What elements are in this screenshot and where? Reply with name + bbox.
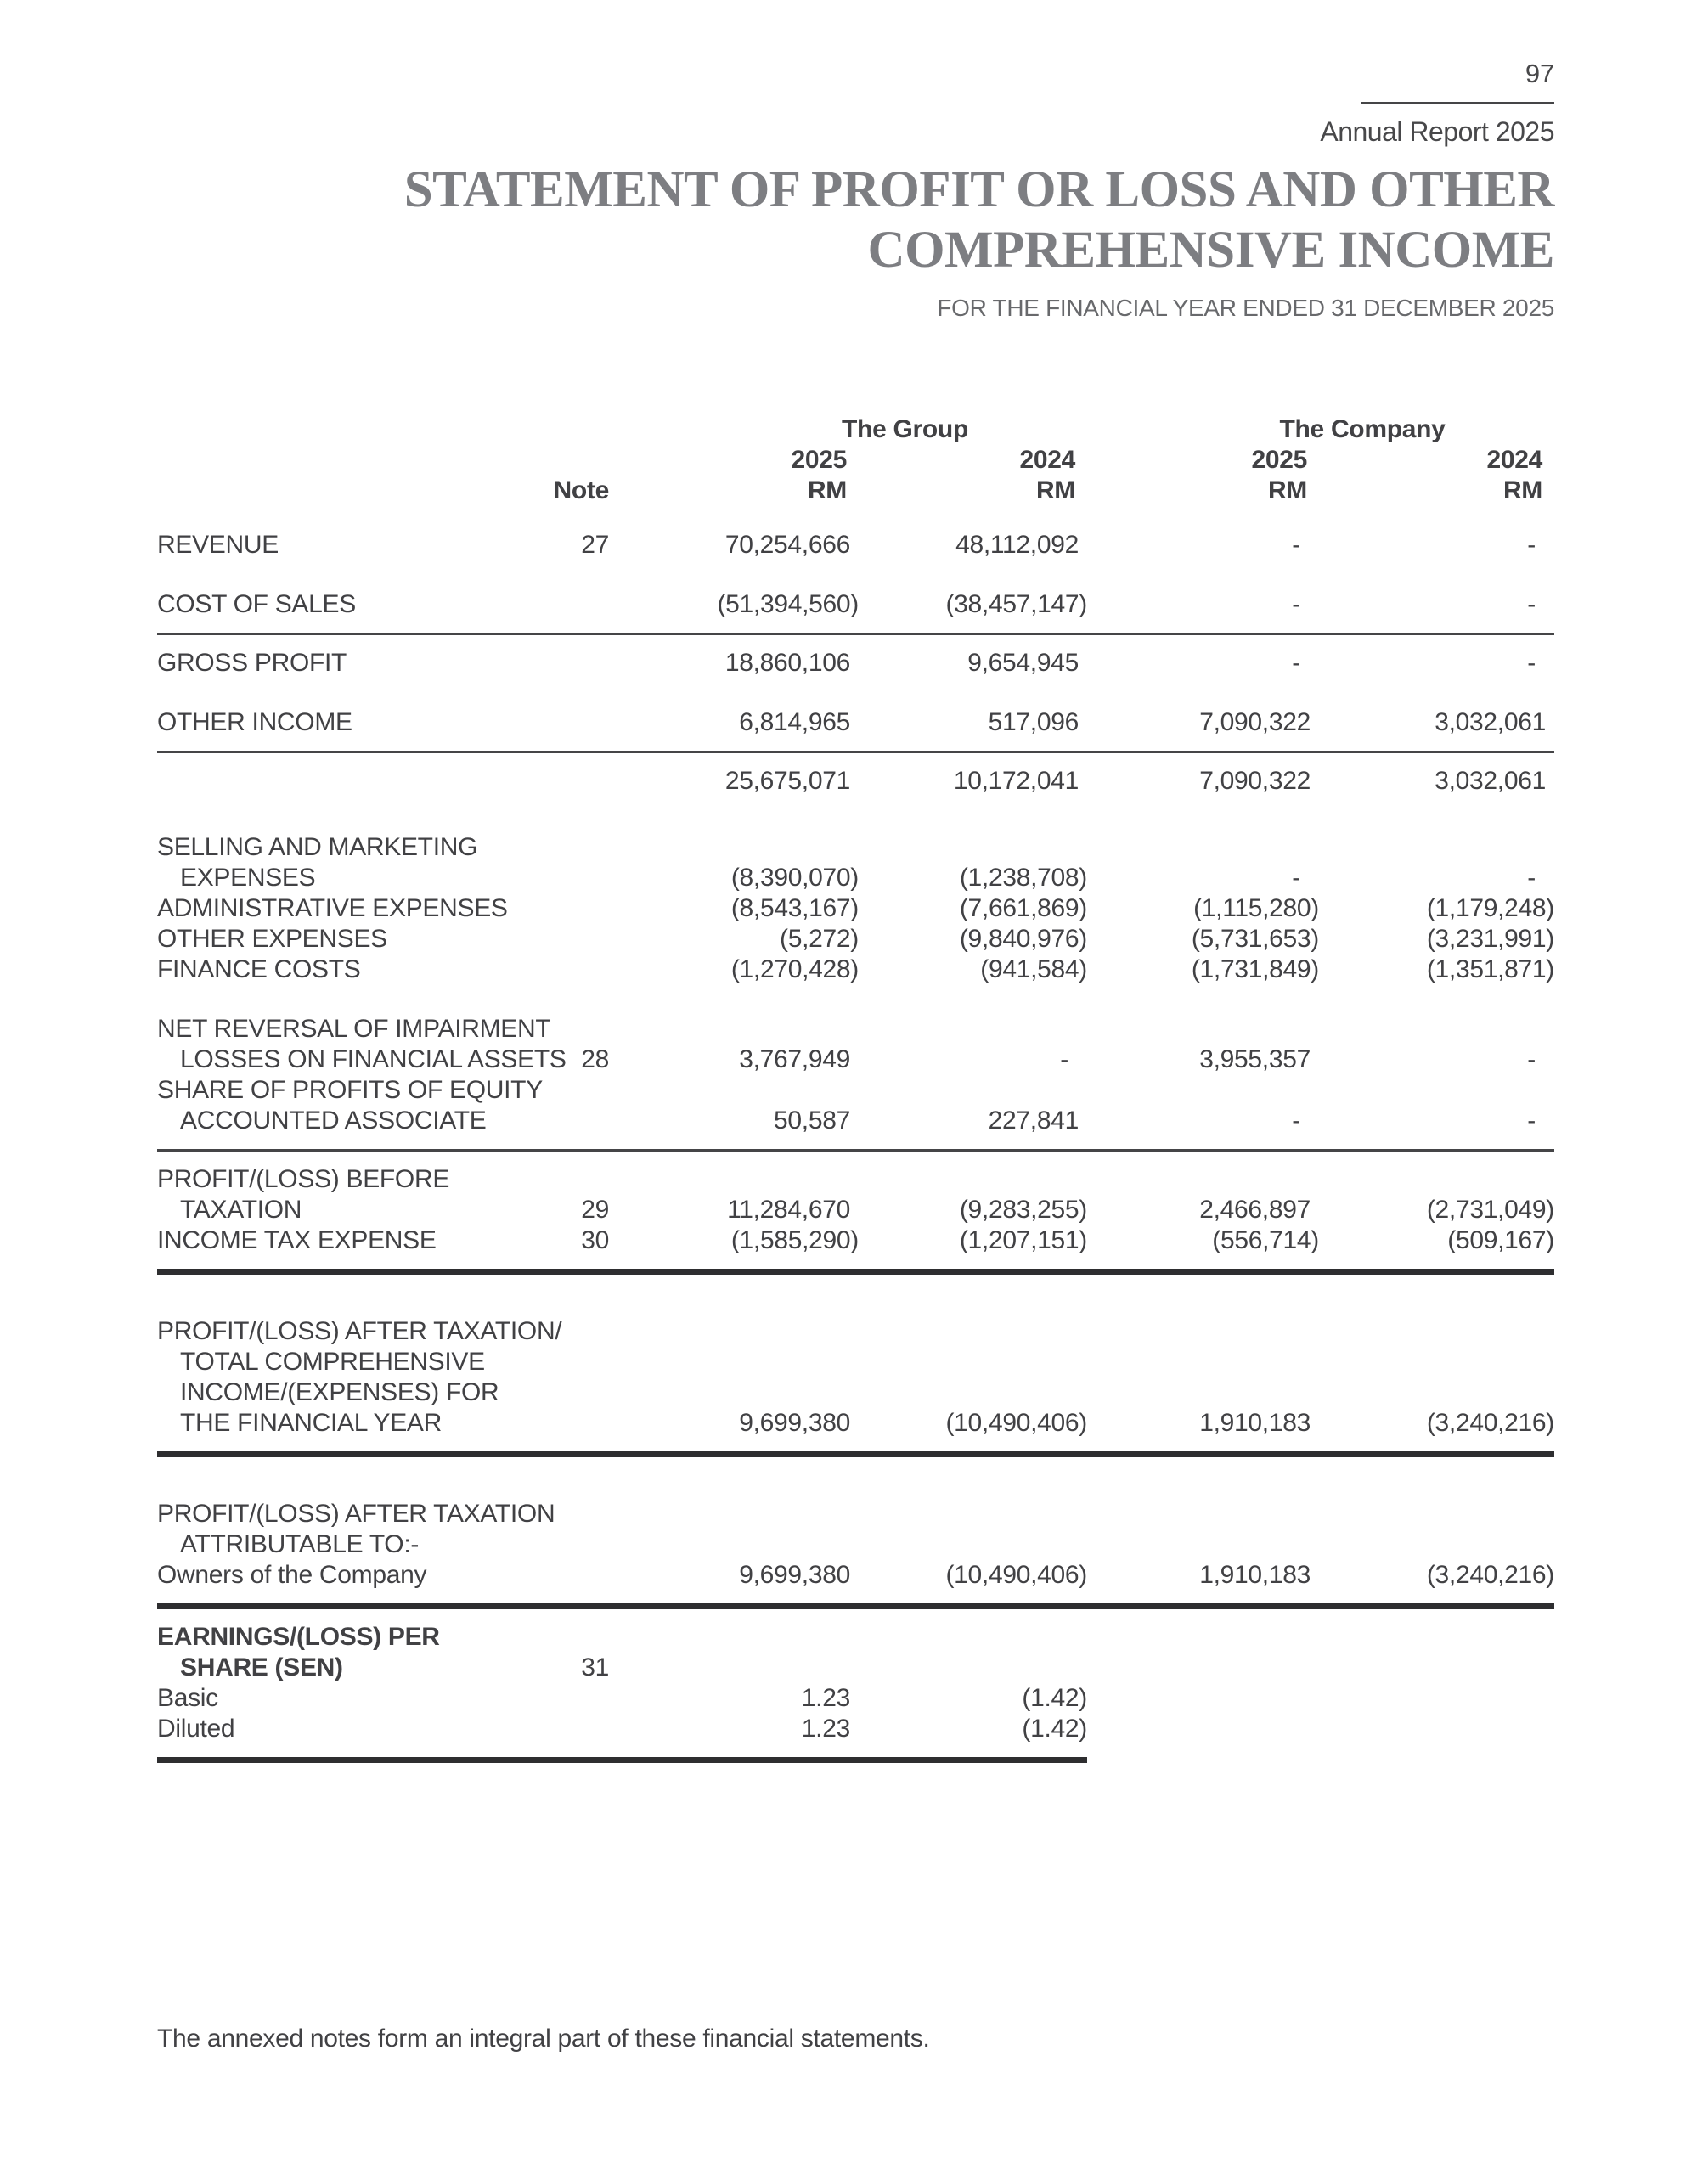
row-value: (9,283,255) [959,1196,1087,1224]
row-value: (1,238,708) [959,864,1087,892]
row-note [533,1075,611,1136]
row-label-line: PROFIT/(LOSS) AFTER TAXATION/ [157,1317,562,1345]
table-row [157,924,1554,955]
table-rule-row [157,1591,1554,1622]
row-value: (5,731,653) [1191,925,1319,953]
row-label-line: SELLING AND MARKETING [157,833,478,861]
row-value: (5,272) [780,925,859,953]
row-value: (1,115,280) [1193,894,1319,922]
row-value: 10,172,041 [953,767,1079,795]
table-rule-row [157,1136,1554,1164]
table-row [157,955,1554,985]
row-label [157,1470,555,1560]
row-value [611,1622,859,1683]
page-number: 97 [1525,59,1554,88]
row-note: 30 [581,1226,609,1254]
row-value: (1,731,849) [1191,955,1319,983]
row-label-line: Owners of the Company [157,1561,427,1589]
row-value: 9,699,380 [739,1561,850,1589]
row-value: (2,731,049) [1426,1196,1554,1224]
title-line-2: COMPREHENSIVE INCOME [867,222,1554,279]
row-value: (1,179,248) [1426,894,1554,922]
row-value [1319,1683,1554,1714]
row-label-line: NET REVERSAL OF IMPAIRMENT [157,1015,551,1043]
row-label [157,985,567,1075]
row-note [533,1287,611,1439]
company-year-2024: 2024 [1486,446,1542,474]
row-label [157,893,533,924]
row-value: (1.42) [1022,1715,1087,1743]
row-value: (556,714) [1212,1226,1319,1254]
row-note: 27 [581,531,609,559]
row-note [533,1714,611,1744]
row-value: 18,860,106 [724,649,850,677]
row-label [157,648,533,679]
row-value [859,1622,1087,1683]
entity-header-row [157,414,1554,445]
row-label [157,766,533,797]
row-note: 29 [581,1196,609,1224]
currency-header-row [157,476,1554,506]
row-label-line: THE FINANCIAL YEAR [180,1409,443,1437]
row-value: 517,096 [988,708,1079,736]
currency-label: RM [1035,476,1075,504]
row-value: 25,675,071 [724,767,850,795]
row-label-line: Basic [157,1684,218,1712]
row-label [157,797,533,893]
row-label [157,506,533,560]
row-value: (1,270,428) [730,955,859,983]
row-note [533,924,611,955]
row-label-line: SHARE OF PROFITS OF EQUITY [157,1076,543,1104]
row-value: (1,207,151) [959,1226,1087,1254]
row-value [1087,1622,1319,1683]
row-value: - [1527,649,1536,677]
table-row [157,1164,1554,1225]
row-label [157,924,533,955]
row-label-line: OTHER EXPENSES [157,925,387,953]
row-value: 1.23 [801,1684,850,1712]
row-label [157,1560,533,1591]
horizontal-rule [157,1149,1554,1152]
row-note [533,893,611,924]
row-value [1319,1714,1554,1744]
table-row [157,648,1554,679]
row-value: - [1527,1045,1536,1073]
row-value: (509,167) [1447,1226,1554,1254]
horizontal-rule [157,751,1554,753]
row-note [533,1560,611,1591]
page-header [157,58,1554,148]
currency-label: RM [807,476,847,504]
row-label [157,1714,533,1744]
row-label [157,1622,533,1683]
row-label [157,1225,533,1256]
row-label-line: COST OF SALES [157,590,356,618]
table-row [157,1287,1554,1439]
row-note [533,1683,611,1714]
header-divider [1361,102,1554,104]
row-value: (3,240,216) [1426,1409,1554,1437]
row-value: (38,457,147) [945,590,1087,618]
row-value: - [1527,864,1536,892]
row-value: - [1060,1045,1068,1073]
table-header [157,414,1554,506]
row-value: 48,112,092 [955,531,1079,559]
row-note [533,955,611,985]
row-value: (3,231,991) [1426,925,1554,953]
row-value: (8,390,070) [730,864,859,892]
title-line-1: STATEMENT OF PROFIT OR LOSS AND OTHER [403,161,1554,218]
row-value: 11,284,670 [727,1196,850,1224]
row-value: 3,767,949 [739,1045,850,1073]
row-label-line: TOTAL COMPREHENSIVE [180,1348,485,1376]
table-rule-row [157,620,1554,648]
row-note [533,560,611,620]
row-label-line: PROFIT/(LOSS) AFTER TAXATION [157,1500,555,1528]
row-value: 3,955,357 [1199,1045,1311,1073]
row-value: - [1527,531,1536,559]
table-rule-row [157,1744,1554,1776]
note-column-header: Note [553,476,609,504]
row-label-line: INCOME/(EXPENSES) FOR [180,1378,499,1406]
row-value: 9,654,945 [967,649,1079,677]
document-subtitle: FOR THE FINANCIAL YEAR ENDED 31 DECEMBER 2025 [937,295,1554,321]
row-note: 28 [581,1045,609,1073]
row-label-line: ACCOUNTED ASSOCIATE [180,1107,487,1135]
title-block [157,160,1554,323]
row-label-line: TAXATION [180,1196,302,1224]
row-value: - [1292,649,1300,677]
table-rule-row [157,738,1554,766]
row-label-line: SHARE (SEN) [180,1653,343,1681]
horizontal-rule [157,1451,1554,1457]
group-year-2025: 2025 [791,446,847,474]
row-value [859,1470,1087,1560]
row-value: - [1292,590,1300,618]
row-value: 1,910,183 [1199,1409,1311,1437]
row-value: 50,587 [774,1107,850,1135]
row-value: (10,490,406) [945,1561,1087,1589]
horizontal-rule [157,633,1554,635]
row-value: - [1292,864,1300,892]
row-value: (51,394,560) [717,590,859,618]
row-value: - [1527,1107,1536,1135]
row-value: - [1527,590,1536,618]
row-value: (8,543,167) [730,894,859,922]
horizontal-rule [157,1757,1087,1763]
row-value: (7,661,869) [959,894,1087,922]
report-label: Annual Report 2025 [1320,116,1554,147]
row-value: 3,032,061 [1435,708,1546,736]
row-note [533,648,611,679]
table-row [157,1683,1554,1714]
table-rule-row [157,1256,1554,1287]
row-label [157,955,533,985]
row-label-line: LOSSES ON FINANCIAL ASSETS [180,1045,567,1073]
row-note [533,766,611,797]
row-value: 9,699,380 [739,1409,850,1437]
currency-label: RM [1267,476,1307,504]
row-label [157,1683,533,1714]
row-value: 6,814,965 [739,708,850,736]
row-value: (9,840,976) [959,925,1087,953]
row-label-line: GROSS PROFIT [157,649,347,677]
row-label-line: REVENUE [157,531,279,559]
table-row [157,1075,1554,1136]
table-row [157,1225,1554,1256]
company-year-2025: 2025 [1251,446,1307,474]
row-value: (941,584) [980,955,1087,983]
table-row [157,506,1554,560]
row-value: 70,254,666 [724,531,850,559]
row-value [611,1470,859,1560]
row-value: 227,841 [988,1107,1079,1135]
row-label-line: Diluted [157,1715,235,1743]
row-note [533,797,611,893]
row-label [157,679,533,738]
table-row [157,1714,1554,1744]
table-row [157,679,1554,738]
group-year-2024: 2024 [1019,446,1075,474]
row-label [157,1164,533,1225]
row-label-line: ADMINISTRATIVE EXPENSES [157,894,508,922]
row-label-line: INCOME TAX EXPENSE [157,1226,437,1254]
row-value: (3,240,216) [1426,1561,1554,1589]
table-body [157,506,1554,1776]
row-value: 7,090,322 [1199,708,1311,736]
row-value [1087,1470,1319,1560]
row-label [157,1075,543,1136]
row-value: (1,351,871) [1426,955,1554,983]
table-row [157,560,1554,620]
group-header: The Group [842,415,968,443]
row-value: 7,090,322 [1199,767,1311,795]
row-value [1087,1714,1319,1744]
table-row [157,1470,1554,1560]
company-header: The Company [1279,415,1446,443]
footnote: The annexed notes form an integral part of these financial statements. [157,2025,930,2053]
financial-statement-table [157,414,1554,1776]
table-row [157,797,1554,893]
row-label [157,1287,562,1439]
row-value: - [1292,531,1300,559]
table-row [157,766,1554,797]
horizontal-rule [157,1269,1554,1275]
row-label-line: PROFIT/(LOSS) BEFORE [157,1165,450,1193]
row-value: 1.23 [801,1715,850,1743]
row-value [1087,1683,1319,1714]
row-value: - [1292,1107,1300,1135]
row-value [1319,1622,1554,1683]
row-label-line: OTHER INCOME [157,708,352,736]
currency-label: RM [1502,476,1542,504]
row-label-line: EXPENSES [180,864,316,892]
row-value: (10,490,406) [945,1409,1087,1437]
table-rule-row [157,1439,1554,1470]
table-row [157,1560,1554,1591]
table-row [157,893,1554,924]
row-value: 1,910,183 [1199,1561,1311,1589]
row-note: 31 [581,1653,609,1681]
row-label-line: EARNINGS/(LOSS) PER [157,1623,440,1651]
row-value [1319,1470,1554,1560]
year-header-row [157,445,1554,476]
table-row [157,985,1554,1075]
row-value: (1.42) [1022,1684,1087,1712]
table-row [157,1622,1554,1683]
document-title [157,160,1554,280]
row-label-line: FINANCE COSTS [157,955,361,983]
row-value: 3,032,061 [1435,767,1546,795]
row-value: 2,466,897 [1199,1196,1311,1224]
horizontal-rule [157,1603,1554,1609]
row-label [157,560,533,620]
row-note [533,679,611,738]
row-value: (1,585,290) [730,1226,859,1254]
row-label-line: ATTRIBUTABLE TO:- [180,1530,420,1558]
